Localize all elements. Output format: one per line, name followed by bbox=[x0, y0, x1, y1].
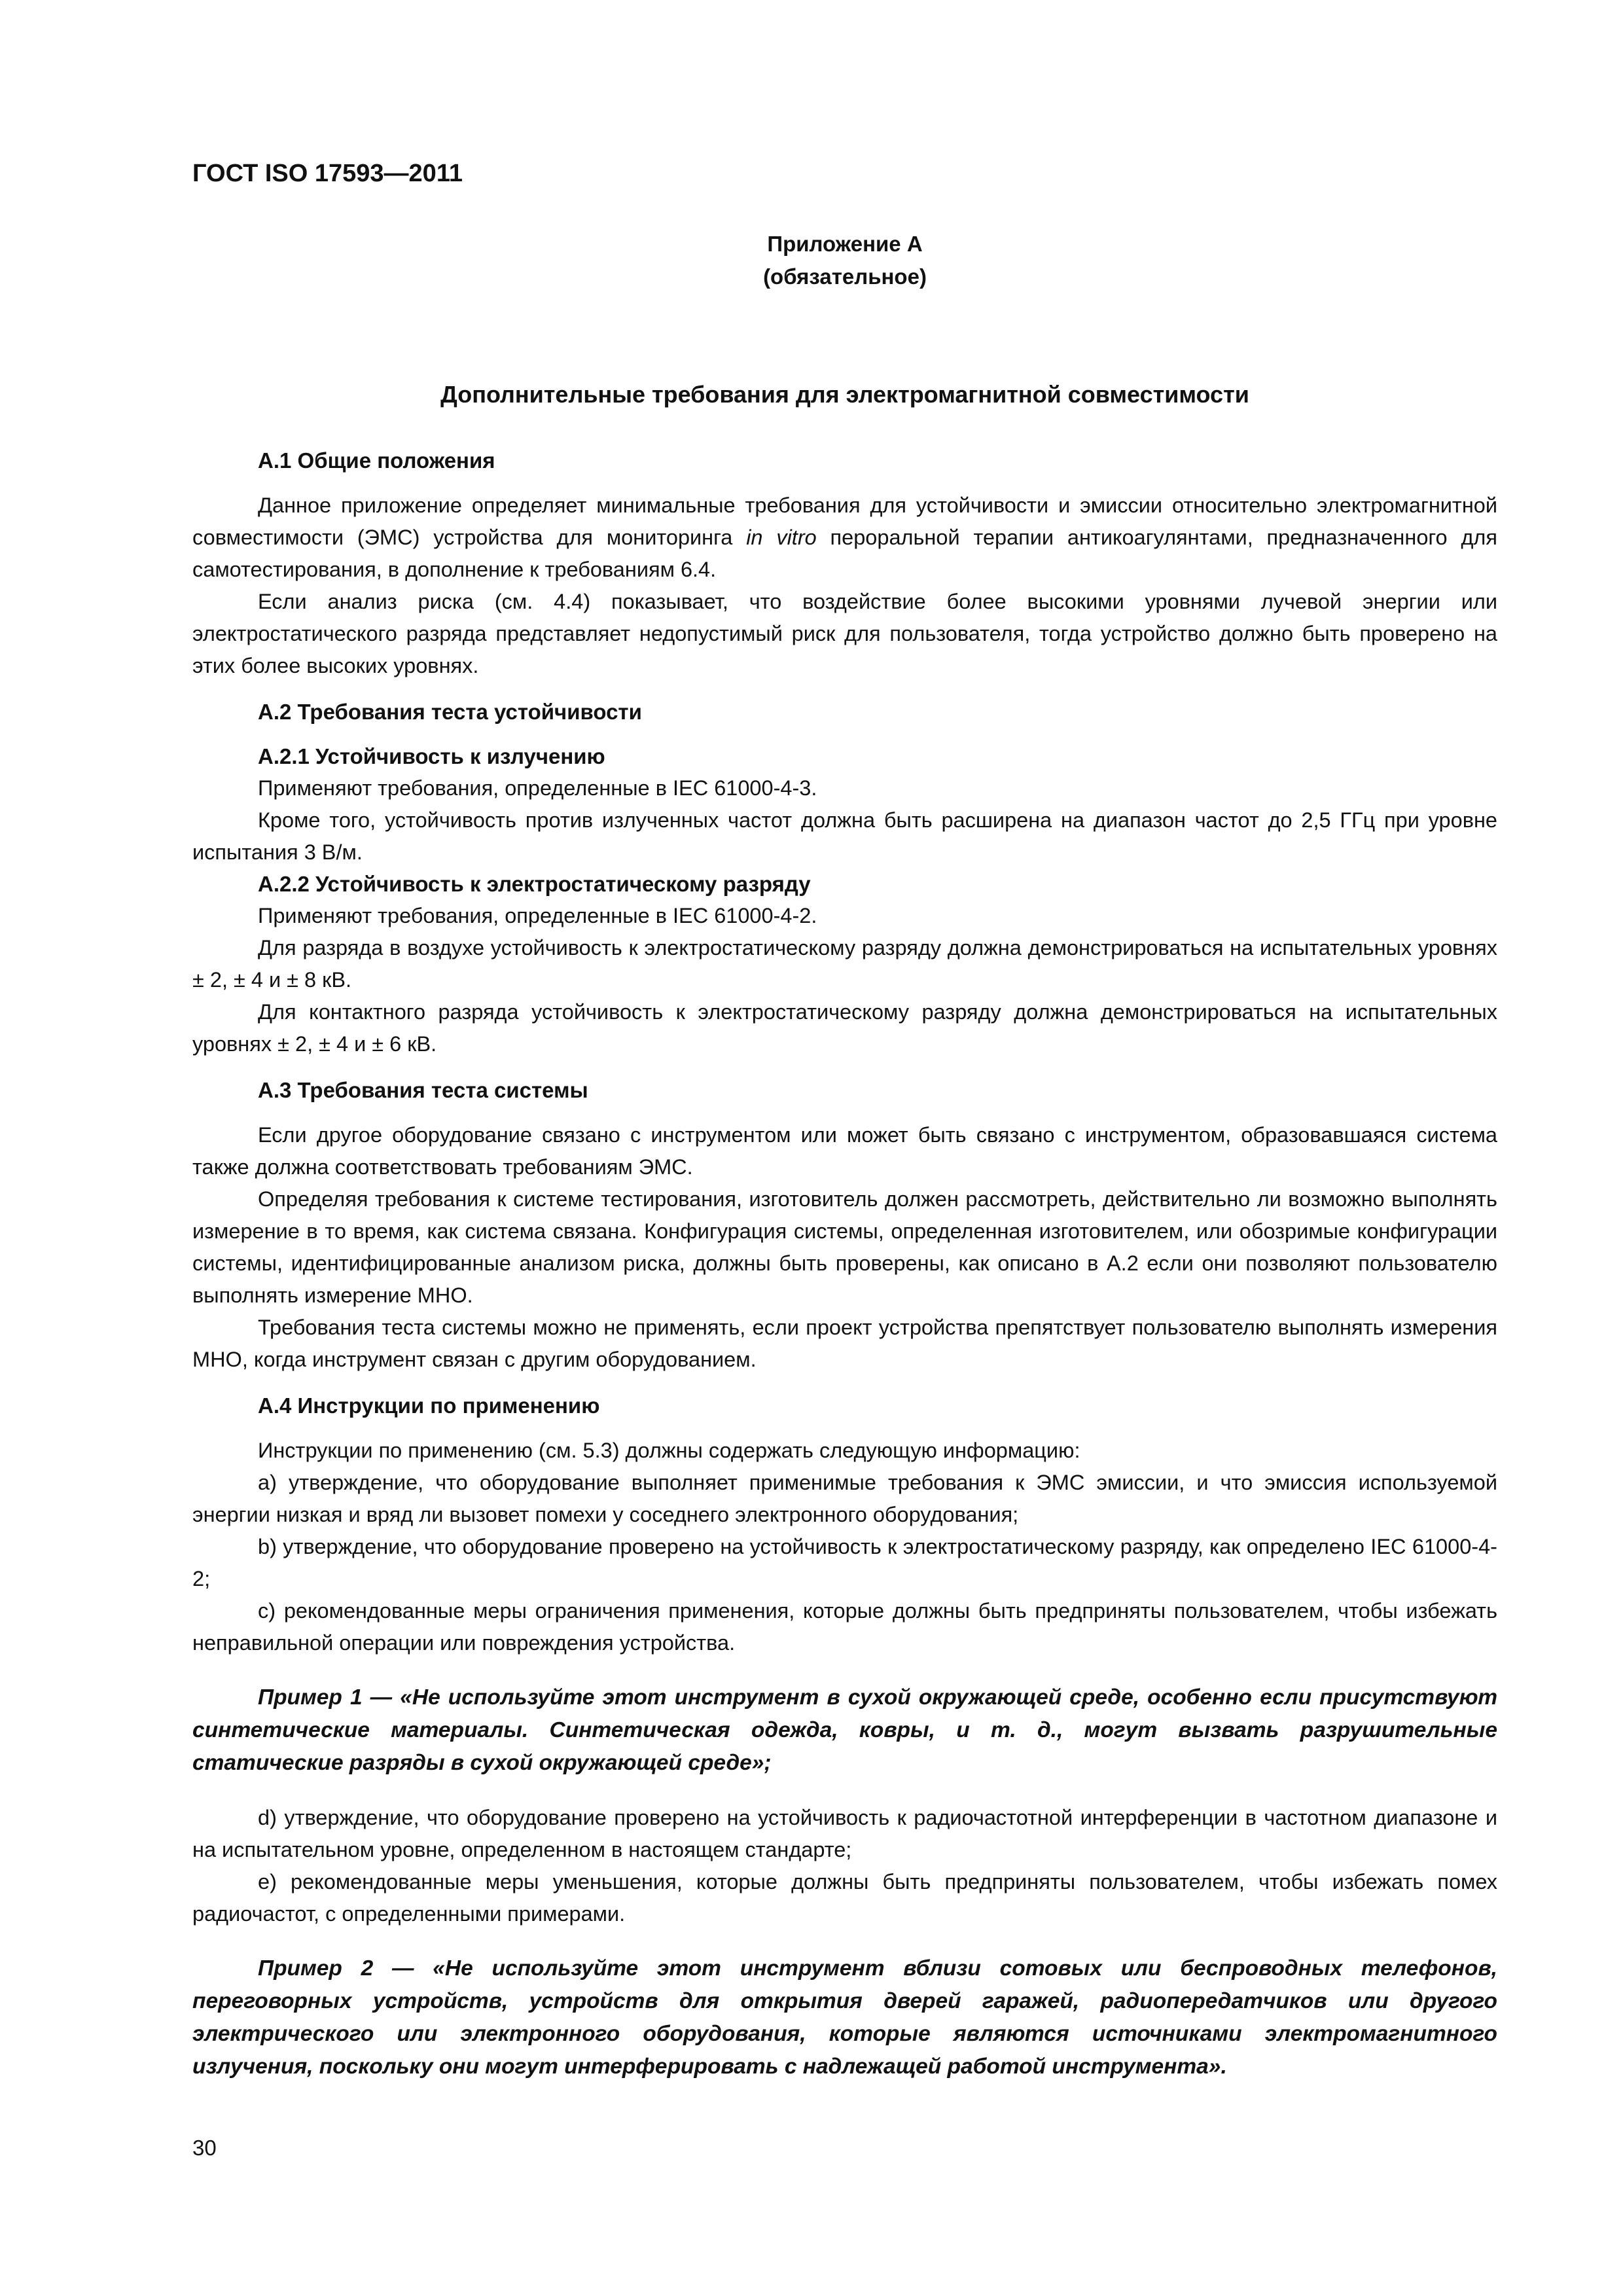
section-a21-heading: А.2.1 Устойчивость к излучению bbox=[258, 744, 605, 768]
standard-header: ГОСТ ISO 17593—2011 bbox=[192, 160, 463, 187]
section-a4-item-b: b) утверждение, что оборудование проверено на устойчивость к электростатическому разряду, как определено IEC 61000-4-2; bbox=[192, 1535, 1497, 1590]
section-a21-paragraph-1: Применяют требования, определенные в IEC 61000-4-3. bbox=[258, 776, 817, 800]
section-a4-intro: Инструкции по применению (см. 5.3) должны содержать следующую информацию: bbox=[258, 1439, 1080, 1462]
document-page bbox=[192, 157, 1497, 2186]
section-a2-heading: А.2 Требования теста устойчивости bbox=[258, 700, 642, 724]
example-1: Пример 1 — «Не используйте этот инструмент в сухой окружающей среде, особенно если присутствуют синтетические материалы. Синтетическая одежда, ковры, и т. д., могут вызвать разрушительные статические разряды в сухой окружающей среде»; bbox=[192, 1685, 1497, 1775]
section-a4-item-d: d) утверждение, что оборудование проверено на устойчивость к радиочастотной интерференции в частотном диапазоне и на испытательном уровне, определенном в настоящем стандарте; bbox=[192, 1806, 1497, 1861]
annex-status: (обязательное) bbox=[763, 264, 927, 289]
section-a3-heading: А.3 Требования теста системы bbox=[258, 1078, 588, 1102]
section-a4-heading: А.4 Инструкции по применению bbox=[258, 1393, 600, 1418]
section-a22-heading: А.2.2 Устойчивость к электростатическому разряду bbox=[258, 872, 811, 896]
annex-title: Дополнительные требования для электромагнитной совместимости bbox=[440, 381, 1249, 408]
section-a4-item-e: e) рекомендованные меры уменьшения, которые должны быть предприняты пользователем, чтобы избежать помех радиочастот, с определенными примерами. bbox=[192, 1870, 1497, 1926]
annex-label: Приложение А bbox=[767, 232, 923, 256]
example-2: Пример 2 — «Не используйте этот инструмент вблизи сотовых или беспроводных телефонов, переговорных устройств, устройств для открытия дверей гаражей, радиопередатчиков или другого электрического или электронного оборудования, которые являются источниками электромагнитного излучения, поскольку они могут интерферировать с надлежащей работой инструмента». bbox=[192, 1956, 1497, 2079]
a1-p1-end: пероральной терапии антикоагулянтами, предназначенного для самотестирования, в дополнение к требованиям 6.4. bbox=[192, 526, 1497, 581]
section-a21-paragraph-2: Кроме того, устойчивость против излученных частот должна быть расширена на диапазон частот до 2,5 ГГц при уровне испытания 3 В/м. bbox=[192, 808, 1497, 864]
section-a22-paragraph-3: Для контактного разряда устойчивость к электростатическому разряду должна демонстрироваться на испытательных уровнях ± 2, ± 4 и ± 6 кВ. bbox=[192, 1000, 1497, 1056]
section-a4-item-a: a) утверждение, что оборудование выполняет применимые требования к ЭМС эмиссии, и что эмиссия используемой энергии низкая и вряд ли вызовет помехи у соседнего электронного оборудования; bbox=[192, 1471, 1497, 1526]
a1-p1-italic: in vitro bbox=[746, 526, 817, 549]
a1-p1-start: Данное приложение определяет минимальные требования для устойчивости и эмиссии относительно электромагнитной совместимости (ЭМС) устройства для мониторинга bbox=[192, 493, 1497, 549]
section-a1-paragraph-1 bbox=[192, 490, 1497, 586]
section-a3-paragraph-2: Определяя требования к системе тестирования, изготовитель должен рассмотреть, действительно ли возможно выполнять измерение в то время, как система связана. Конфигурация системы, определенная изготовителем, или обозримые конфигурации системы, идентифицированные анализом риска, должны быть проверены, как описано в А.2 если они позволяют пользователю выполнять измерение МНО. bbox=[192, 1187, 1497, 1307]
section-a3-paragraph-3: Требования теста системы можно не применять, если проект устройства препятствует пользователю выполнять измерения МНО, когда инструмент связан с другим оборудованием. bbox=[192, 1316, 1497, 1371]
section-a22-paragraph-2: Для разряда в воздухе устойчивость к электростатическому разряду должна демонстрироваться на испытательных уровнях ± 2, ± 4 и ± 8 кВ. bbox=[192, 936, 1497, 992]
page-number: 30 bbox=[192, 2136, 217, 2160]
section-a1-paragraph-2: Если анализ риска (см. 4.4) показывает, что воздействие более высокими уровнями лучевой энергии или электростатического разряда представляет недопустимый риск для пользователя, тогда устройство должно быть проверено на этих более высоких уровнях. bbox=[192, 590, 1497, 677]
section-a1-heading: А.1 Общие положения bbox=[258, 448, 495, 473]
section-a4-item-c: c) рекомендованные меры ограничения применения, которые должны быть предприняты пользователем, чтобы избежать неправильной операции или повреждения устройства. bbox=[192, 1599, 1497, 1655]
section-a22-paragraph-1: Применяют требования, определенные в IEC 61000-4-2. bbox=[258, 904, 817, 927]
section-a3-paragraph-1: Если другое оборудование связано с инструментом или может быть связано с инструментом, образовавшаяся система также должна соответствовать требованиям ЭМС. bbox=[192, 1123, 1497, 1179]
